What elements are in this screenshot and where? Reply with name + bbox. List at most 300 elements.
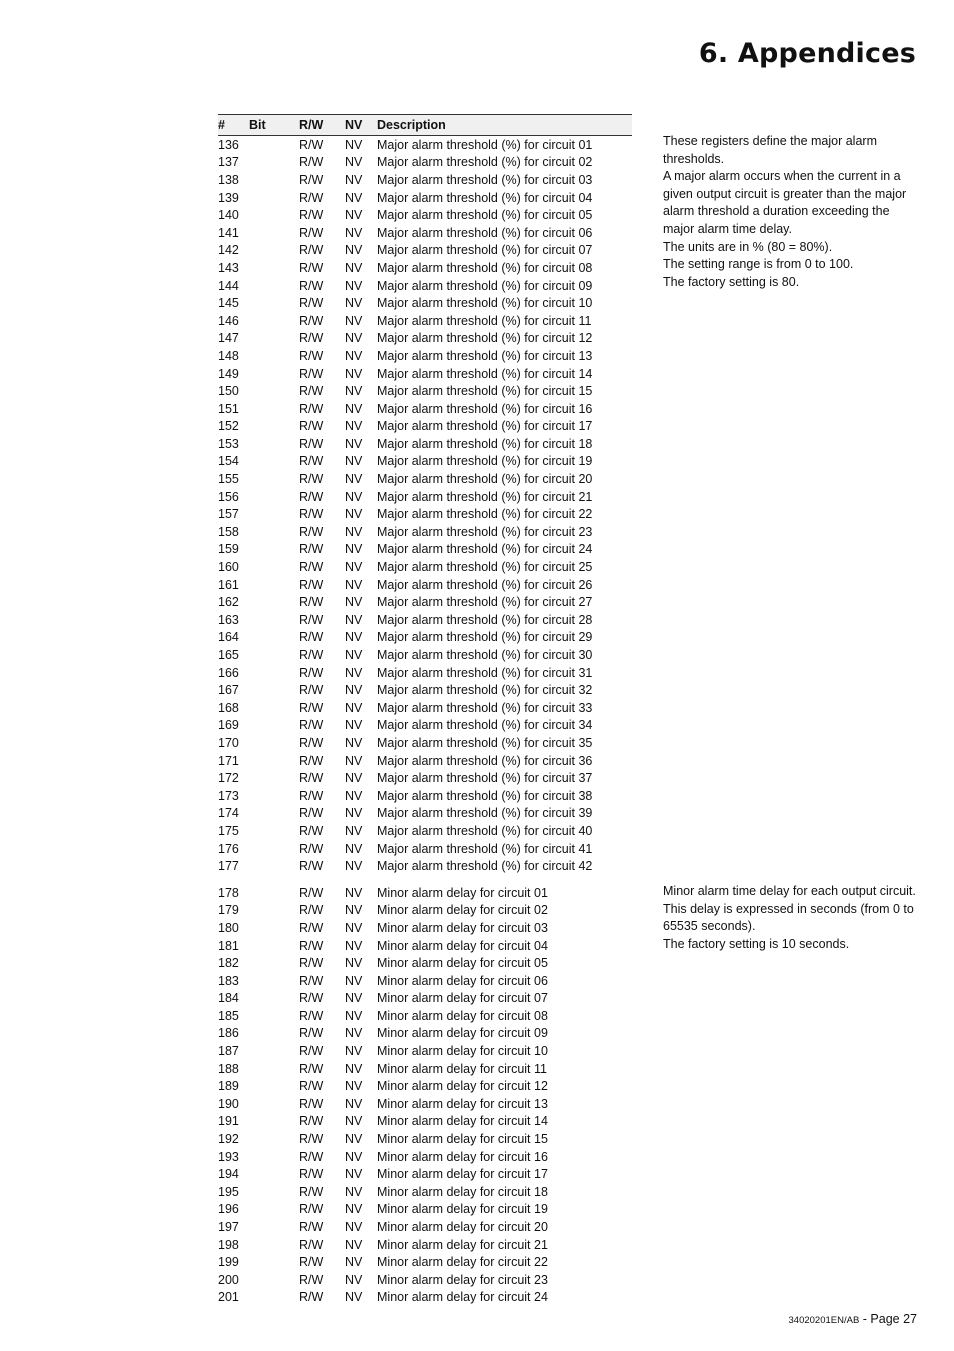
table-row (218, 1201, 632, 1219)
read-write-cell: R/W (299, 938, 324, 953)
group-separator (218, 875, 632, 884)
description-cell: Minor alarm delay for circuit 06 (377, 973, 548, 988)
register-number-cell: 168 (218, 700, 239, 715)
register-number-cell: 180 (218, 920, 239, 935)
table-row (218, 919, 632, 937)
description-cell: Minor alarm delay for circuit 12 (377, 1079, 548, 1094)
non-volatile-cell: NV (345, 718, 363, 733)
read-write-cell: R/W (299, 366, 324, 381)
read-write-cell: R/W (299, 885, 324, 900)
register-number-cell: 179 (218, 903, 239, 918)
note-paragraph: A major alarm occurs when the current in a given output circuit is greater than the major alarm threshold a duration exceeding the major alarm time delay. (663, 169, 907, 236)
read-write-cell: R/W (299, 155, 324, 170)
register-number-cell: 158 (218, 524, 239, 539)
non-volatile-cell: NV (345, 1096, 363, 1111)
description-cell: Major alarm threshold (%) for circuit 37 (377, 771, 593, 786)
register-number-cell: 149 (218, 366, 239, 381)
register-number-cell: 166 (218, 665, 239, 680)
description-cell: Major alarm threshold (%) for circuit 15 (377, 384, 593, 399)
register-number-cell: 153 (218, 436, 239, 451)
description-cell: Major alarm threshold (%) for circuit 38 (377, 788, 593, 803)
document-code: 34020201EN/AB (788, 1315, 860, 1326)
column-header-bit: Bit (249, 118, 266, 132)
description-cell: Major alarm threshold (%) for circuit 01 (377, 137, 593, 152)
register-number-cell: 138 (218, 172, 239, 187)
table-row (218, 681, 632, 699)
description-cell: Minor alarm delay for circuit 24 (377, 1290, 548, 1305)
non-volatile-cell: NV (345, 806, 363, 821)
description-cell: Major alarm threshold (%) for circuit 41 (377, 841, 593, 856)
description-cell: Major alarm threshold (%) for circuit 19 (377, 454, 593, 469)
non-volatile-cell: NV (345, 1167, 363, 1182)
description-cell: Major alarm threshold (%) for circuit 03 (377, 172, 593, 187)
non-volatile-cell: NV (345, 1202, 363, 1217)
read-write-cell: R/W (299, 973, 324, 988)
register-number-cell: 140 (218, 208, 239, 223)
description-cell: Major alarm threshold (%) for circuit 20 (377, 472, 593, 487)
description-cell: Minor alarm delay for circuit 11 (377, 1061, 547, 1076)
table-row (218, 453, 632, 471)
description-cell: Major alarm threshold (%) for circuit 11 (377, 313, 592, 328)
register-number-cell: 137 (218, 155, 239, 170)
non-volatile-cell: NV (345, 1044, 363, 1059)
non-volatile-cell: NV (345, 841, 363, 856)
read-write-cell: R/W (299, 841, 324, 856)
register-number-cell: 152 (218, 419, 239, 434)
table-row (218, 805, 632, 823)
description-cell: Major alarm threshold (%) for circuit 23 (377, 524, 593, 539)
read-write-cell: R/W (299, 384, 324, 399)
description-cell: Minor alarm delay for circuit 01 (377, 885, 548, 900)
register-number-cell: 183 (218, 973, 239, 988)
register-number-cell: 161 (218, 577, 239, 592)
non-volatile-cell: NV (345, 454, 363, 469)
non-volatile-cell: NV (345, 1290, 363, 1305)
register-number-cell: 150 (218, 384, 239, 399)
table-row (218, 294, 632, 312)
register-number-cell: 172 (218, 771, 239, 786)
non-volatile-cell: NV (345, 1149, 363, 1164)
table-row (218, 576, 632, 594)
column-header-number: # (218, 118, 225, 132)
description-cell: Major alarm threshold (%) for circuit 17 (377, 419, 593, 434)
description-cell: Major alarm threshold (%) for circuit 28 (377, 612, 593, 627)
register-number-cell: 155 (218, 472, 239, 487)
note-paragraph: The setting range is from 0 to 100. (663, 257, 854, 272)
description-cell: Minor alarm delay for circuit 10 (377, 1044, 548, 1059)
non-volatile-cell: NV (345, 920, 363, 935)
read-write-cell: R/W (299, 1044, 324, 1059)
read-write-cell: R/W (299, 612, 324, 627)
non-volatile-cell: NV (345, 1184, 363, 1199)
note-paragraph: The factory setting is 10 seconds. (663, 936, 850, 951)
read-write-cell: R/W (299, 991, 324, 1006)
description-cell: Minor alarm delay for circuit 09 (377, 1026, 548, 1041)
table-row (218, 435, 632, 453)
note-paragraph: The factory setting is 80. (663, 274, 800, 289)
read-write-cell: R/W (299, 560, 324, 575)
table-row (218, 382, 632, 400)
table-row (218, 717, 632, 735)
register-number-cell: 151 (218, 401, 239, 416)
non-volatile-cell: NV (345, 903, 363, 918)
read-write-cell: R/W (299, 331, 324, 346)
table-row (218, 884, 632, 902)
register-number-cell: 169 (218, 718, 239, 733)
read-write-cell: R/W (299, 348, 324, 363)
page-footer (789, 1312, 917, 1326)
register-number-cell: 195 (218, 1184, 239, 1199)
non-volatile-cell: NV (345, 260, 363, 275)
table-row (218, 242, 632, 260)
description-cell: Major alarm threshold (%) for circuit 10 (377, 296, 593, 311)
table-row (218, 1113, 632, 1131)
page-number: - Page 27 (862, 1312, 917, 1326)
non-volatile-cell: NV (345, 296, 363, 311)
register-number-cell: 164 (218, 630, 239, 645)
read-write-cell: R/W (299, 1255, 324, 1270)
description-cell: Major alarm threshold (%) for circuit 31 (377, 665, 593, 680)
description-cell: Major alarm threshold (%) for circuit 36 (377, 753, 593, 768)
table-row (218, 1130, 632, 1148)
table-row (218, 1289, 632, 1307)
register-number-cell: 167 (218, 683, 239, 698)
description-cell: Major alarm threshold (%) for circuit 12 (377, 331, 593, 346)
table-row (218, 1218, 632, 1236)
column-header-description: Description (377, 118, 446, 132)
table-row (218, 611, 632, 629)
read-write-cell: R/W (299, 665, 324, 680)
description-cell: Minor alarm delay for circuit 03 (377, 920, 548, 935)
non-volatile-cell: NV (345, 823, 363, 838)
table-row (218, 558, 632, 576)
description-cell: Major alarm threshold (%) for circuit 21 (377, 489, 593, 504)
read-write-cell: R/W (299, 1096, 324, 1111)
register-number-cell: 160 (218, 560, 239, 575)
read-write-cell: R/W (299, 225, 324, 240)
table-row (218, 840, 632, 858)
register-number-cell: 146 (218, 313, 239, 328)
description-cell: Major alarm threshold (%) for circuit 16 (377, 401, 593, 416)
non-volatile-cell: NV (345, 595, 363, 610)
non-volatile-cell: NV (345, 278, 363, 293)
non-volatile-cell: NV (345, 1255, 363, 1270)
table-row (218, 206, 632, 224)
non-volatile-cell: NV (345, 700, 363, 715)
read-write-cell: R/W (299, 648, 324, 663)
register-number-cell: 163 (218, 612, 239, 627)
read-write-cell: R/W (299, 806, 324, 821)
read-write-cell: R/W (299, 1290, 324, 1305)
non-volatile-cell: NV (345, 542, 363, 557)
description-cell: Major alarm threshold (%) for circuit 05 (377, 208, 593, 223)
non-volatile-cell: NV (345, 472, 363, 487)
non-volatile-cell: NV (345, 155, 363, 170)
description-cell: Major alarm threshold (%) for circuit 06 (377, 225, 593, 240)
description-cell: Major alarm threshold (%) for circuit 04 (377, 190, 593, 205)
read-write-cell: R/W (299, 788, 324, 803)
column-header-nv: NV (345, 118, 363, 132)
table-row (218, 488, 632, 506)
register-number-cell: 199 (218, 1255, 239, 1270)
description-cell: Minor alarm delay for circuit 16 (377, 1149, 548, 1164)
table-row (218, 752, 632, 770)
register-number-cell: 196 (218, 1202, 239, 1217)
register-number-cell: 190 (218, 1096, 239, 1111)
page-title: 6. Appendices (698, 38, 916, 69)
table-row (218, 523, 632, 541)
read-write-cell: R/W (299, 542, 324, 557)
register-number-cell: 174 (218, 806, 239, 821)
table-row (218, 1095, 632, 1113)
register-number-cell: 145 (218, 296, 239, 311)
table-row (218, 822, 632, 840)
register-number-cell: 162 (218, 595, 239, 610)
register-number-cell: 173 (218, 788, 239, 803)
description-cell: Major alarm threshold (%) for circuit 42 (377, 859, 593, 874)
non-volatile-cell: NV (345, 630, 363, 645)
non-volatile-cell: NV (345, 1008, 363, 1023)
register-number-cell: 176 (218, 841, 239, 856)
read-write-cell: R/W (299, 489, 324, 504)
register-number-cell: 186 (218, 1026, 239, 1041)
table-row (218, 593, 632, 611)
table-row (218, 347, 632, 365)
note-paragraph: These registers define the major alarm thresholds. (663, 134, 877, 166)
read-write-cell: R/W (299, 1149, 324, 1164)
non-volatile-cell: NV (345, 384, 363, 399)
description-cell: Major alarm threshold (%) for circuit 29 (377, 630, 593, 645)
read-write-cell: R/W (299, 1026, 324, 1041)
table-row (218, 1148, 632, 1166)
register-number-cell: 198 (218, 1237, 239, 1252)
table-row (218, 990, 632, 1008)
read-write-cell: R/W (299, 859, 324, 874)
non-volatile-cell: NV (345, 225, 363, 240)
register-number-cell: 201 (218, 1290, 239, 1305)
non-volatile-cell: NV (345, 683, 363, 698)
register-number-cell: 147 (218, 331, 239, 346)
register-number-cell: 148 (218, 348, 239, 363)
table-row (218, 1183, 632, 1201)
read-write-cell: R/W (299, 683, 324, 698)
non-volatile-cell: NV (345, 771, 363, 786)
description-cell: Minor alarm delay for circuit 14 (377, 1114, 548, 1129)
non-volatile-cell: NV (345, 1237, 363, 1252)
description-cell: Major alarm threshold (%) for circuit 35 (377, 735, 593, 750)
note-paragraph: Minor alarm time delay for each output circuit. (663, 884, 916, 898)
non-volatile-cell: NV (345, 1026, 363, 1041)
non-volatile-cell: NV (345, 1220, 363, 1235)
non-volatile-cell: NV (345, 507, 363, 522)
table-header (218, 114, 632, 136)
read-write-cell: R/W (299, 903, 324, 918)
register-number-cell: 178 (218, 885, 239, 900)
description-cell: Major alarm threshold (%) for circuit 08 (377, 260, 593, 275)
description-cell: Minor alarm delay for circuit 07 (377, 991, 548, 1006)
read-write-cell: R/W (299, 956, 324, 971)
register-number-cell: 139 (218, 190, 239, 205)
table-row (218, 787, 632, 805)
description-cell: Major alarm threshold (%) for circuit 18 (377, 436, 593, 451)
table-row (218, 1236, 632, 1254)
table-row (218, 1007, 632, 1025)
description-cell: Major alarm threshold (%) for circuit 34 (377, 718, 593, 733)
table-row (218, 937, 632, 955)
non-volatile-cell: NV (345, 956, 363, 971)
register-number-cell: 194 (218, 1167, 239, 1182)
non-volatile-cell: NV (345, 401, 363, 416)
non-volatile-cell: NV (345, 172, 363, 187)
read-write-cell: R/W (299, 700, 324, 715)
non-volatile-cell: NV (345, 735, 363, 750)
description-cell: Major alarm threshold (%) for circuit 39 (377, 806, 593, 821)
register-number-cell: 156 (218, 489, 239, 504)
description-cell: Minor alarm delay for circuit 20 (377, 1220, 548, 1235)
read-write-cell: R/W (299, 630, 324, 645)
read-write-cell: R/W (299, 454, 324, 469)
read-write-cell: R/W (299, 296, 324, 311)
description-cell: Minor alarm delay for circuit 23 (377, 1272, 548, 1287)
description-cell: Minor alarm delay for circuit 17 (377, 1167, 548, 1182)
register-number-cell: 187 (218, 1044, 239, 1059)
description-cell: Minor alarm delay for circuit 08 (377, 1008, 548, 1023)
table-row (218, 857, 632, 875)
read-write-cell: R/W (299, 472, 324, 487)
table-row (218, 224, 632, 242)
table-row (218, 365, 632, 383)
non-volatile-cell: NV (345, 648, 363, 663)
table-row (218, 277, 632, 295)
table-row (218, 330, 632, 348)
non-volatile-cell: NV (345, 348, 363, 363)
description-cell: Minor alarm delay for circuit 19 (377, 1202, 548, 1217)
read-write-cell: R/W (299, 1237, 324, 1252)
table-row (218, 154, 632, 172)
description-cell: Minor alarm delay for circuit 04 (377, 938, 548, 953)
non-volatile-cell: NV (345, 366, 363, 381)
non-volatile-cell: NV (345, 1132, 363, 1147)
non-volatile-cell: NV (345, 436, 363, 451)
non-volatile-cell: NV (345, 885, 363, 900)
register-number-cell: 144 (218, 278, 239, 293)
table-row (218, 902, 632, 920)
non-volatile-cell: NV (345, 1272, 363, 1287)
read-write-cell: R/W (299, 137, 324, 152)
description-cell: Major alarm threshold (%) for circuit 07 (377, 243, 593, 258)
register-number-cell: 165 (218, 648, 239, 663)
table-row (218, 1077, 632, 1095)
read-write-cell: R/W (299, 735, 324, 750)
description-cell: Major alarm threshold (%) for circuit 24 (377, 542, 593, 557)
table-row (218, 470, 632, 488)
register-number-cell: 171 (218, 753, 239, 768)
description-cell: Minor alarm delay for circuit 22 (377, 1255, 548, 1270)
read-write-cell: R/W (299, 771, 324, 786)
read-write-cell: R/W (299, 524, 324, 539)
read-write-cell: R/W (299, 577, 324, 592)
table-row (218, 1165, 632, 1183)
register-number-cell: 197 (218, 1220, 239, 1235)
non-volatile-cell: NV (345, 137, 363, 152)
read-write-cell: R/W (299, 595, 324, 610)
table-row (218, 664, 632, 682)
register-number-cell: 136 (218, 137, 239, 152)
read-write-cell: R/W (299, 260, 324, 275)
non-volatile-cell: NV (345, 1114, 363, 1129)
minor-delay-note (663, 883, 919, 953)
read-write-cell: R/W (299, 172, 324, 187)
read-write-cell: R/W (299, 278, 324, 293)
table-body (218, 136, 632, 1306)
description-cell: Major alarm threshold (%) for circuit 09 (377, 278, 593, 293)
non-volatile-cell: NV (345, 243, 363, 258)
read-write-cell: R/W (299, 1132, 324, 1147)
register-number-cell: 193 (218, 1149, 239, 1164)
table-row (218, 1042, 632, 1060)
description-cell: Major alarm threshold (%) for circuit 26 (377, 577, 593, 592)
table-row (218, 312, 632, 330)
non-volatile-cell: NV (345, 419, 363, 434)
read-write-cell: R/W (299, 718, 324, 733)
table-row (218, 189, 632, 207)
description-cell: Major alarm threshold (%) for circuit 25 (377, 560, 593, 575)
table-row (218, 646, 632, 664)
non-volatile-cell: NV (345, 313, 363, 328)
register-number-cell: 143 (218, 260, 239, 275)
description-cell: Major alarm threshold (%) for circuit 40 (377, 823, 593, 838)
description-cell: Major alarm threshold (%) for circuit 27 (377, 595, 593, 610)
read-write-cell: R/W (299, 436, 324, 451)
read-write-cell: R/W (299, 920, 324, 935)
table-row (218, 400, 632, 418)
description-cell: Minor alarm delay for circuit 18 (377, 1184, 548, 1199)
register-number-cell: 200 (218, 1272, 239, 1287)
register-number-cell: 188 (218, 1061, 239, 1076)
register-number-cell: 192 (218, 1132, 239, 1147)
read-write-cell: R/W (299, 753, 324, 768)
table-row (218, 505, 632, 523)
register-number-cell: 157 (218, 507, 239, 522)
table-row (218, 1271, 632, 1289)
read-write-cell: R/W (299, 419, 324, 434)
description-cell: Major alarm threshold (%) for circuit 14 (377, 366, 593, 381)
description-cell: Minor alarm delay for circuit 13 (377, 1096, 548, 1111)
read-write-cell: R/W (299, 208, 324, 223)
non-volatile-cell: NV (345, 208, 363, 223)
read-write-cell: R/W (299, 243, 324, 258)
read-write-cell: R/W (299, 1202, 324, 1217)
description-cell: Major alarm threshold (%) for circuit 32 (377, 683, 593, 698)
non-volatile-cell: NV (345, 973, 363, 988)
table-row (218, 1025, 632, 1043)
read-write-cell: R/W (299, 823, 324, 838)
table-row (218, 136, 632, 154)
register-number-cell: 141 (218, 225, 239, 240)
non-volatile-cell: NV (345, 859, 363, 874)
register-number-cell: 154 (218, 454, 239, 469)
read-write-cell: R/W (299, 1061, 324, 1076)
table-row (218, 954, 632, 972)
description-cell: Minor alarm delay for circuit 05 (377, 956, 548, 971)
register-number-cell: 181 (218, 938, 239, 953)
table-row (218, 1060, 632, 1078)
description-cell: Major alarm threshold (%) for circuit 02 (377, 155, 593, 170)
non-volatile-cell: NV (345, 577, 363, 592)
non-volatile-cell: NV (345, 331, 363, 346)
description-cell: Minor alarm delay for circuit 02 (377, 903, 548, 918)
read-write-cell: R/W (299, 1008, 324, 1023)
